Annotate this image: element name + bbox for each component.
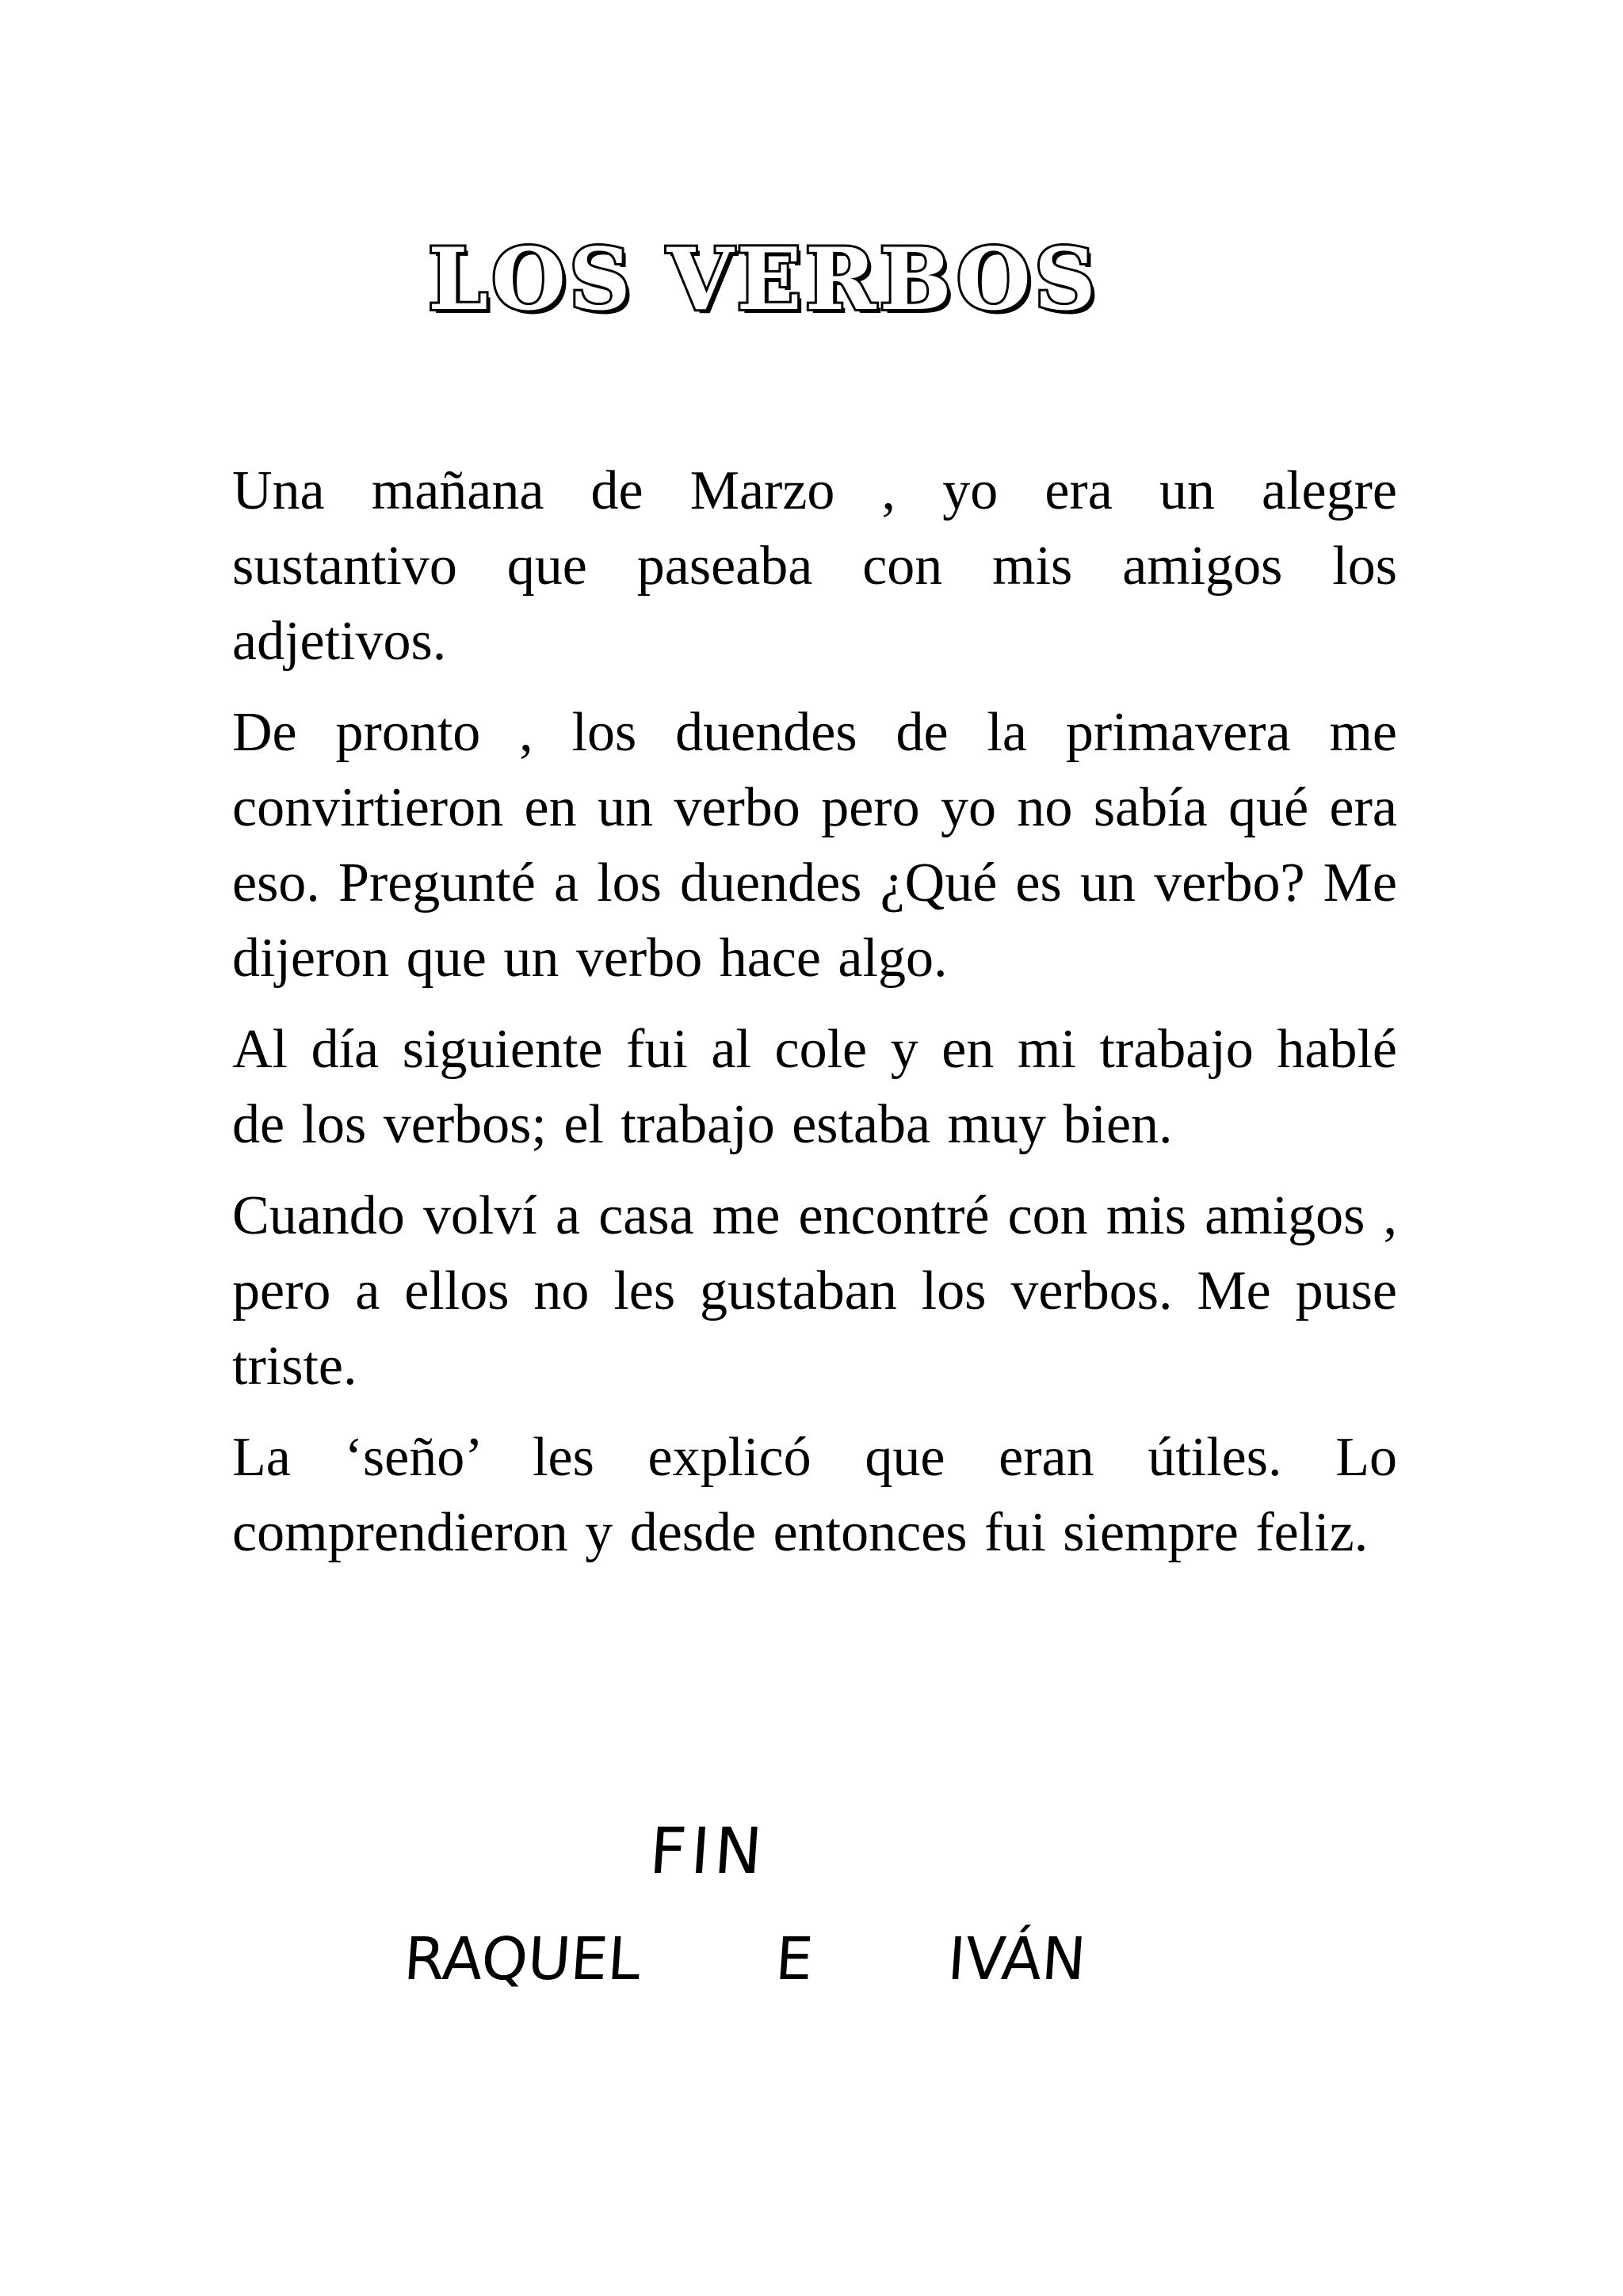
authors-signature [402, 1925, 1088, 1993]
story-paragraph-3: Al día siguiente fui al cole y en mi trabajo hablé de los verbos; el trabajo estaba muy bien. [232, 1019, 1397, 1155]
author-name-1: RAQUEL [401, 1925, 643, 1993]
author-conjunction: E [773, 1925, 815, 1993]
story-paragraph-5: La ‘seño’ les explicó que eran útiles. Lo comprendieron y desde entonces fui siempre feliz. [232, 1427, 1397, 1563]
story-paragraph-2: De pronto , los duendes de la primavera me convirtieron en un verbo pero yo no sabía qué era eso. Pregunté a los duendes ¿Qué es un verbo? Me dijeron que un verbo hace algo. [232, 702, 1397, 989]
story-paragraph-1: Una mañana de Marzo , yo era un alegre sustantivo que paseaba con mis amigos los adjetivos. [232, 460, 1397, 672]
story-body [232, 453, 1397, 1586]
author-name-2: IVÁN [945, 1925, 1088, 1993]
page-title: LOS VERBOS [428, 230, 1099, 330]
story-paragraph-4: Cuando volví a casa me encontré con mis amigos , pero a ellos no les gustaban los verbos. Me puse triste. [232, 1185, 1397, 1397]
ending-label: FIN [647, 1814, 769, 1888]
